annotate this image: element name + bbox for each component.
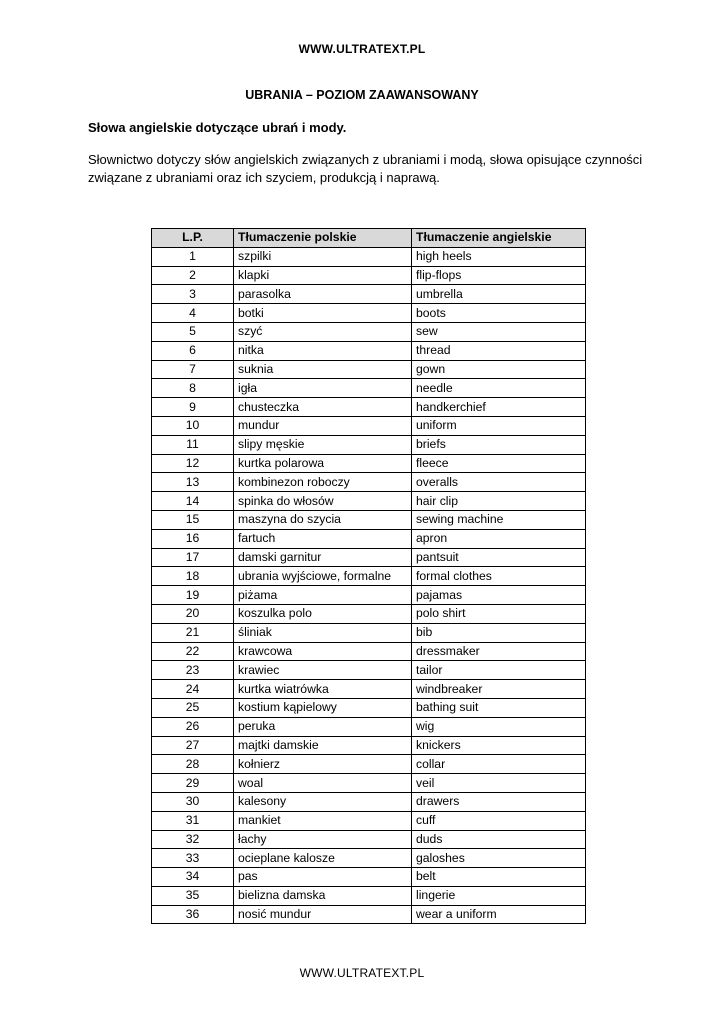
cell-english: dressmaker — [412, 642, 586, 661]
cell-number: 30 — [152, 792, 234, 811]
table-row — [152, 849, 586, 868]
cell-english: apron — [412, 529, 586, 548]
cell-polish: woal — [234, 774, 412, 793]
cell-polish: kombinezon roboczy — [234, 473, 412, 492]
cell-polish: damski garnitur — [234, 548, 412, 567]
table-row — [152, 830, 586, 849]
cell-number: 36 — [152, 905, 234, 924]
cell-polish: szpilki — [234, 247, 412, 266]
cell-number: 28 — [152, 755, 234, 774]
cell-polish: maszyna do szycia — [234, 510, 412, 529]
cell-number: 18 — [152, 567, 234, 586]
cell-number: 25 — [152, 698, 234, 717]
cell-polish: botki — [234, 304, 412, 323]
cell-polish: nitka — [234, 341, 412, 360]
cell-number: 6 — [152, 341, 234, 360]
table-row — [152, 416, 586, 435]
cell-polish: ubrania wyjściowe, formalne — [234, 567, 412, 586]
cell-number: 4 — [152, 304, 234, 323]
cell-english: high heels — [412, 247, 586, 266]
table-row — [152, 529, 586, 548]
table-row — [152, 247, 586, 266]
cell-polish: koszulka polo — [234, 604, 412, 623]
cell-polish: parasolka — [234, 285, 412, 304]
table-row — [152, 661, 586, 680]
cell-polish: śliniak — [234, 623, 412, 642]
cell-number: 5 — [152, 322, 234, 341]
table-row — [152, 886, 586, 905]
column-header-english: Tłumaczenie angielskie — [412, 229, 586, 248]
cell-english: tailor — [412, 661, 586, 680]
table-row — [152, 811, 586, 830]
cell-polish: suknia — [234, 360, 412, 379]
cell-polish: mundur — [234, 416, 412, 435]
cell-polish: pas — [234, 868, 412, 887]
cell-polish: łachy — [234, 830, 412, 849]
cell-number: 20 — [152, 604, 234, 623]
cell-english: duds — [412, 830, 586, 849]
table-row — [152, 322, 586, 341]
table-row — [152, 548, 586, 567]
cell-number: 16 — [152, 529, 234, 548]
table-row — [152, 398, 586, 417]
footer-url: WWW.ULTRATEXT.PL — [299, 966, 425, 980]
cell-english: gown — [412, 360, 586, 379]
cell-english: wear a uniform — [412, 905, 586, 924]
cell-english: sewing machine — [412, 510, 586, 529]
cell-number: 12 — [152, 454, 234, 473]
table-row — [152, 642, 586, 661]
table-row — [152, 680, 586, 699]
cell-number: 11 — [152, 435, 234, 454]
cell-polish: kalesony — [234, 792, 412, 811]
table-row — [152, 360, 586, 379]
cell-english: flip-flops — [412, 266, 586, 285]
cell-polish: krawcowa — [234, 642, 412, 661]
cell-english: cuff — [412, 811, 586, 830]
cell-number: 15 — [152, 510, 234, 529]
cell-number: 13 — [152, 473, 234, 492]
cell-number: 9 — [152, 398, 234, 417]
cell-english: belt — [412, 868, 586, 887]
table-body — [152, 247, 586, 924]
column-header-polish: Tłumaczenie polskie — [234, 229, 412, 248]
cell-english: pajamas — [412, 586, 586, 605]
cell-english: polo shirt — [412, 604, 586, 623]
table-row — [152, 285, 586, 304]
cell-english: thread — [412, 341, 586, 360]
cell-english: umbrella — [412, 285, 586, 304]
table-row — [152, 492, 586, 511]
table-row — [152, 266, 586, 285]
cell-polish: nosić mundur — [234, 905, 412, 924]
cell-number: 2 — [152, 266, 234, 285]
cell-polish: mankiet — [234, 811, 412, 830]
table-row — [152, 567, 586, 586]
cell-polish: piżama — [234, 586, 412, 605]
cell-number: 7 — [152, 360, 234, 379]
cell-number: 1 — [152, 247, 234, 266]
cell-polish: slipy męskie — [234, 435, 412, 454]
cell-english: galoshes — [412, 849, 586, 868]
cell-number: 32 — [152, 830, 234, 849]
cell-polish: ocieplane kalosze — [234, 849, 412, 868]
cell-polish: kurtka wiatrówka — [234, 680, 412, 699]
cell-polish: fartuch — [234, 529, 412, 548]
cell-number: 23 — [152, 661, 234, 680]
cell-polish: majtki damskie — [234, 736, 412, 755]
table-row — [152, 717, 586, 736]
cell-english: collar — [412, 755, 586, 774]
table-row — [152, 774, 586, 793]
cell-number: 31 — [152, 811, 234, 830]
cell-english: handkerchief — [412, 398, 586, 417]
cell-number: 26 — [152, 717, 234, 736]
cell-english: briefs — [412, 435, 586, 454]
cell-number: 17 — [152, 548, 234, 567]
cell-english: hair clip — [412, 492, 586, 511]
cell-english: needle — [412, 379, 586, 398]
table-row — [152, 792, 586, 811]
cell-number: 22 — [152, 642, 234, 661]
cell-polish: chusteczka — [234, 398, 412, 417]
cell-number: 29 — [152, 774, 234, 793]
cell-polish: igła — [234, 379, 412, 398]
table-row — [152, 604, 586, 623]
intro-paragraph: Słownictwo dotyczy słów angielskich związanych z ubraniami i modą, słowa opisujące czynności związane z ubraniami oraz ich szyciem, produkcją i naprawą. — [88, 152, 643, 185]
document-title: UBRANIA – POZIOM ZAAWANSOWANY — [245, 88, 479, 102]
table-row — [152, 623, 586, 642]
table-row — [152, 341, 586, 360]
cell-english: knickers — [412, 736, 586, 755]
cell-english: windbreaker — [412, 680, 586, 699]
cell-polish: kurtka polarowa — [234, 454, 412, 473]
cell-polish: kołnierz — [234, 755, 412, 774]
table-row — [152, 473, 586, 492]
cell-number: 27 — [152, 736, 234, 755]
cell-number: 10 — [152, 416, 234, 435]
cell-english: pantsuit — [412, 548, 586, 567]
cell-english: lingerie — [412, 886, 586, 905]
cell-polish: krawiec — [234, 661, 412, 680]
table-header-row — [152, 229, 586, 248]
cell-english: drawers — [412, 792, 586, 811]
table-row — [152, 304, 586, 323]
cell-number: 35 — [152, 886, 234, 905]
cell-english: formal clothes — [412, 567, 586, 586]
table-row — [152, 755, 586, 774]
cell-english: bathing suit — [412, 698, 586, 717]
cell-english: bib — [412, 623, 586, 642]
table-row — [152, 435, 586, 454]
table-row — [152, 379, 586, 398]
column-header-lp: L.P. — [152, 229, 234, 248]
cell-english: boots — [412, 304, 586, 323]
cell-polish: bielizna damska — [234, 886, 412, 905]
cell-english: fleece — [412, 454, 586, 473]
cell-polish: klapki — [234, 266, 412, 285]
cell-number: 24 — [152, 680, 234, 699]
table-row — [152, 454, 586, 473]
cell-number: 21 — [152, 623, 234, 642]
cell-number: 19 — [152, 586, 234, 605]
cell-number: 34 — [152, 868, 234, 887]
cell-polish: peruka — [234, 717, 412, 736]
cell-polish: spinka do włosów — [234, 492, 412, 511]
cell-english: veil — [412, 774, 586, 793]
cell-polish: szyć — [234, 322, 412, 341]
table-row — [152, 905, 586, 924]
cell-number: 33 — [152, 849, 234, 868]
subtitle: Słowa angielskie dotyczące ubrań i mody. — [88, 120, 347, 135]
table-row — [152, 698, 586, 717]
cell-english: uniform — [412, 416, 586, 435]
cell-number: 14 — [152, 492, 234, 511]
cell-number: 3 — [152, 285, 234, 304]
cell-english: overalls — [412, 473, 586, 492]
cell-number: 8 — [152, 379, 234, 398]
table-row — [152, 868, 586, 887]
table-row — [152, 586, 586, 605]
cell-english: wig — [412, 717, 586, 736]
header-url: WWW.ULTRATEXT.PL — [298, 42, 426, 56]
cell-polish: kostium kąpielowy — [234, 698, 412, 717]
table-row — [152, 736, 586, 755]
cell-english: sew — [412, 322, 586, 341]
table-row — [152, 510, 586, 529]
vocabulary-table — [151, 228, 586, 924]
